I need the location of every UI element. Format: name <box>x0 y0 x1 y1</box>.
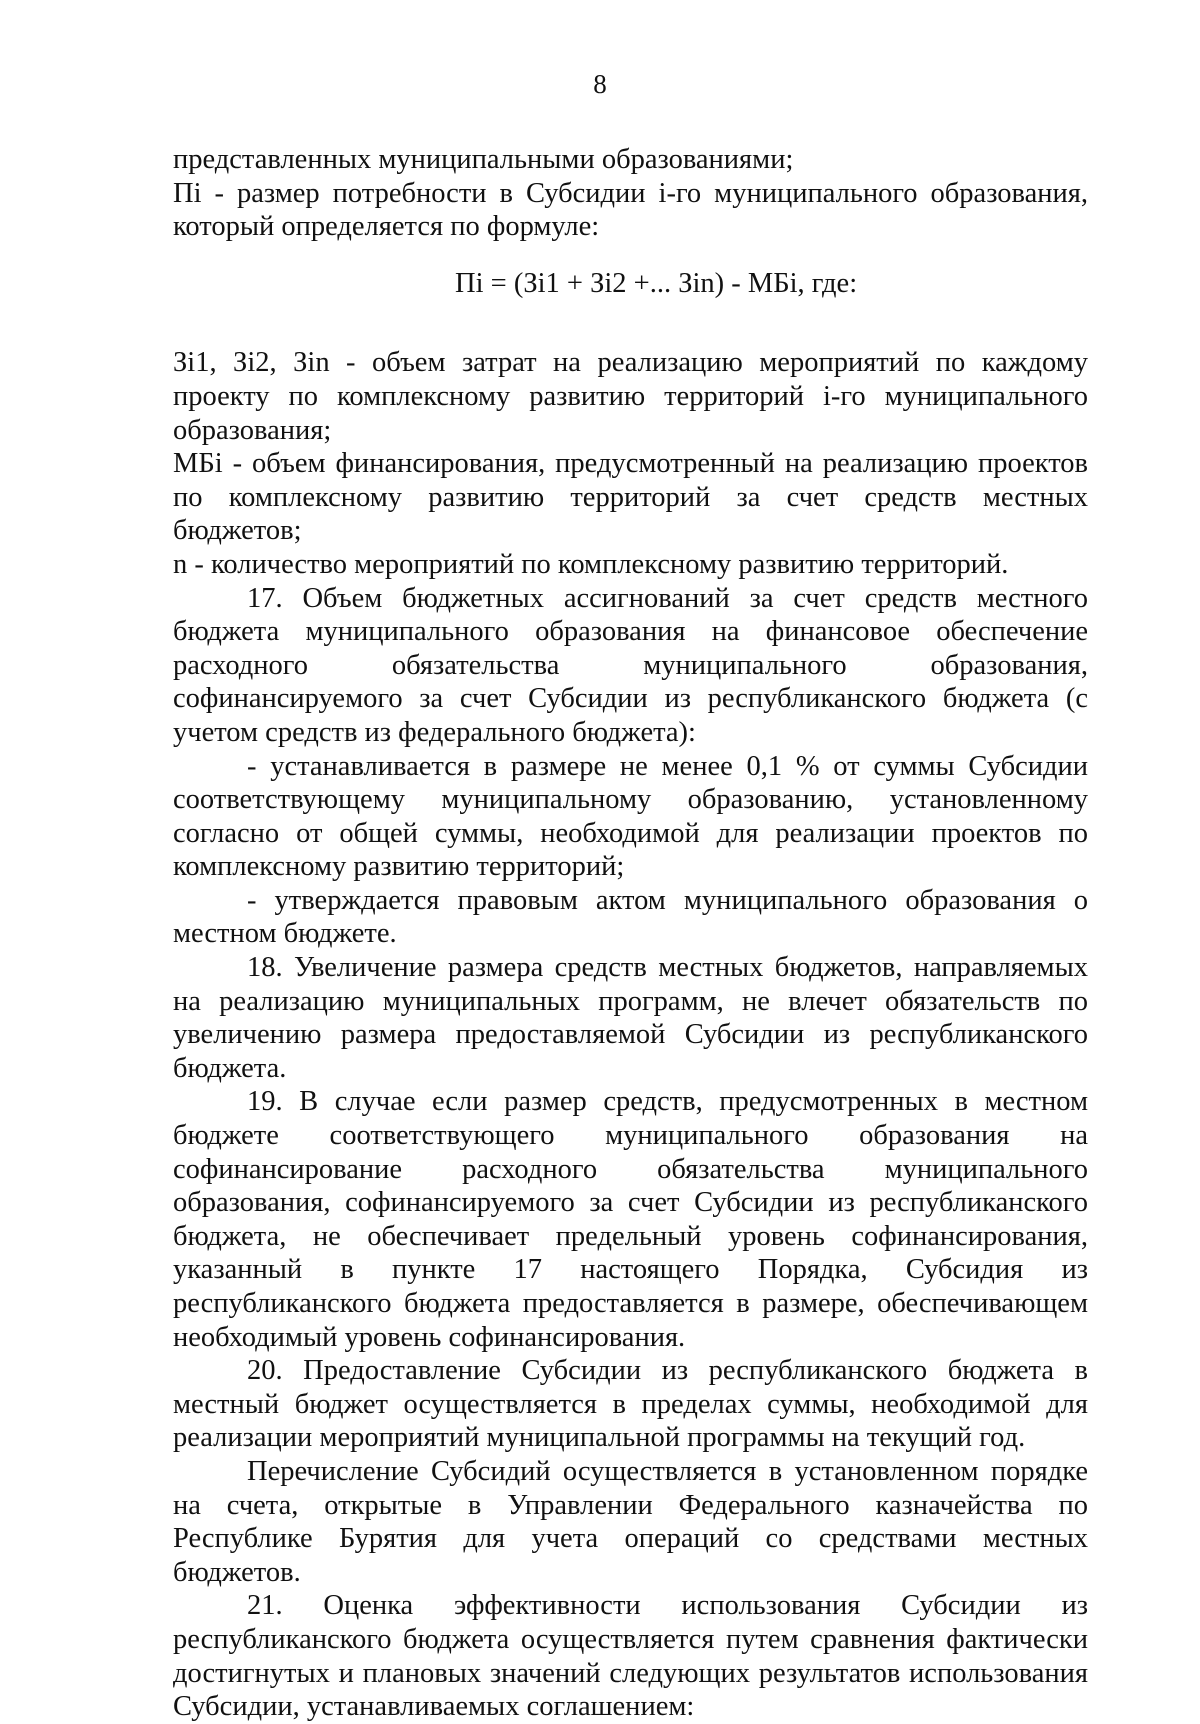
formula-pi: Пi = (Зi1 + Зi2 +... Зin) - МБi, где: <box>455 267 858 299</box>
paragraph-pi-definition: Пi - размер потребности в Субсидии i-го муниципального образования, который определяется по формуле: <box>173 177 1088 243</box>
paragraph-item-21: 21. Оценка эффективности использования Субсидии из республиканского бюджета осуществляется путем сравнения фактически достигнутых и плановых значений следующих результатов использования Субсидии, устанавливаемых соглашением: <box>173 1590 1088 1723</box>
paragraph-item-18: 18. Увеличение размера средств местных бюджетов, направляемых на реализацию муниципальных программ, не влечет обязательств по увеличению размера предоставляемой Субсидии из республиканского бюджета. <box>173 952 1088 1084</box>
paragraph-continuation: представленных муниципальными образованиями; <box>173 144 794 175</box>
page-number: 8 <box>593 69 607 99</box>
paragraph-n-definition: n - количество мероприятий по комплексному развитию территорий. <box>173 548 1009 580</box>
paragraph-mbi-definition: МБi - объем финансирования, предусмотренный на реализацию проектов по комплексному развитию территорий за счет средств местных бюджетов; <box>173 448 1088 547</box>
paragraph-item-17-bullet-2: - утверждается правовым актом муниципального образования о местном бюджете. <box>173 884 1088 950</box>
document-body <box>173 143 1088 1724</box>
paragraph-item-19: 19. В случае если размер средств, предусмотренных в местном бюджете соответствующего муниципального образования на софинансирование расходного обязательства муниципального образования, софинансируемого за счет Субсидии из республиканского бюджета, не обеспечивает предельный уровень софинансирования, указанный в пункте 17 настоящего Порядка, Субсидия из республиканского бюджета предоставляется в размере, обеспечивающем необходимый уровень софинансирования. <box>173 1086 1088 1353</box>
paragraph-item-17-bullet-1: - устанавливается в размере не менее 0,1 % от суммы Субсидии соответствующему муниципальному образованию, установленному согласно от общей суммы, необходимой для реализации проектов по комплексному развитию территорий; <box>173 750 1088 883</box>
paragraph-item-20: 20. Предоставление Субсидии из республиканского бюджета в местный бюджет осуществляется в пределах суммы, необходимой для реализации мероприятий муниципальной программы на текущий год. <box>173 1355 1088 1454</box>
paragraph-item-20-transfer: Перечисление Субсидий осуществляется в установленном порядке на счета, открытые в Управлении Федерального казначейства по Республике Бурятия для учета операций со средствами местных бюджетов. <box>173 1455 1088 1588</box>
paragraph-zi-definition: Зi1, Зi2, Зin - объем затрат на реализацию мероприятий по каждому проекту по комплексному развитию территорий i-го муниципального образования; <box>173 347 1088 446</box>
paragraph-item-17: 17. Объем бюджетных ассигнований за счет средств местного бюджета муниципального образования на финансовое обеспечение расходного обязательства муниципального образования, софинансируемого за счет Субсидии из республиканского бюджета (с учетом средств из федерального бюджета): <box>173 582 1088 748</box>
